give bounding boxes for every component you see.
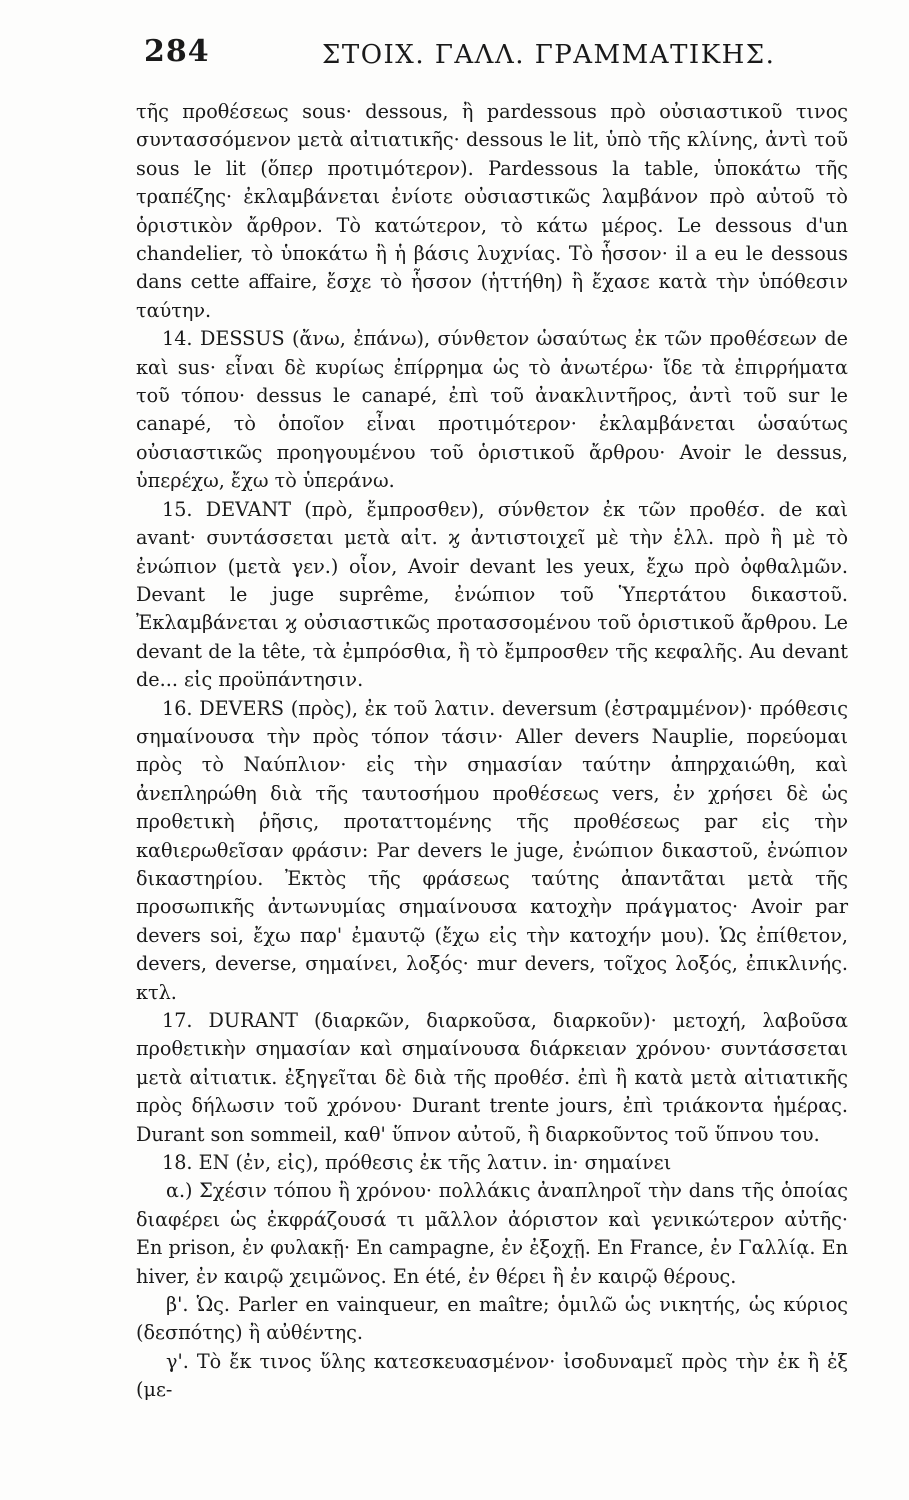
entry-en-alpha: α.) Σχέσιν τόπου ἢ χρόνου· πολλάκις ἀναπληροῖ τὴν dans τῆς ὁποίας διαφέρει ὡς ἐκφράζουσά τι μᾶλλον ἀόριστον καὶ γενικώτερον αὐτῆς· En prison, ἐν φυλακῇ· En campagne, ἐν ἐξοχῇ. En France, ἐν Γαλλίᾳ. En hiver, ἐν καιρῷ χειμῶνος. En été, ἐν θέρει ἢ ἐν καιρῷ θέρους. bbox=[136, 1179, 848, 1288]
running-title: ΣΤΟΙΧ. ΓΑΛΛ. ΓΡΑΜΜΑΤΙΚΗΣ. bbox=[322, 40, 776, 70]
page-header bbox=[144, 34, 844, 84]
entry-en-beta: β'. Ὡς. Parler en vainqueur, en maître; ὁμιλῶ ὡς νικητής, ὡς κύριος (δεσπότης) ἢ αὐθέντης. bbox=[136, 1293, 848, 1345]
entry-dessus: 14. DESSUS (ἄνω, ἐπάνω), σύνθετον ὡσαύτως ἐκ τῶν προθέσεων de καὶ sus· εἶναι δὲ κυρίως ἐπίρρημα ὡς τὸ ἀνωτέρω· ἴδε τὰ ἐπιρρήματα τοῦ τόπου· dessus le canapé, ἐπὶ τοῦ ἀνακλιντῆρος, ἀντὶ τοῦ sur le canapé, τὸ ὁποῖον εἶναι προτιμότερον· ἐκλαμβάνεται ὡσαύτως οὐσιαστικῶς προηγουμένου τοῦ ὁριστικοῦ ἄρθρου· Avoir le dessus, ὑπερέχω, ἔχω τὸ ὑπεράνω. bbox=[136, 327, 848, 493]
page-body bbox=[136, 98, 848, 1405]
entry-en-gamma: γ'. Τὸ ἔκ τινος ὕλης κατεσκευασμένον· ἰσοδυναμεῖ πρὸς τὴν ἐκ ἢ ἐξ (με- bbox=[136, 1349, 848, 1402]
entry-devers: 16. DEVERS (πρὸς), ἐκ τοῦ λατιν. deversum (ἐστραμμένον)· πρόθεσις σημαίνουσα τὴν πρὸς τόπον τάσιν· Aller devers Nauplie, πορεύομαι πρὸς τὸ Ναύπλιον· εἰς τὴν σημασίαν ταύτην ἀπηρχαιώθη, καὶ ἀνεπληρώθη διὰ τῆς ταυτοσήμου προθέσεως vers, ἐν χρήσει δὲ ὡς προθετικὴ ῥῆσις, προταττομένης τῆς προθέσεως par εἰς τὴν καθιερωθεῖσαν φράσιν: Par devers le juge, ἐνώπιον δικαστοῦ, ἐνώπιον δικαστηρίου. Ἐκτὸς τῆς φράσεως ταύτης ἀπαντᾶται μετὰ τῆς προσωπικῆς ἀντωνυμίας σημαίνουσα κατοχὴν πράγματος· Avoir par devers soi, ἔχω παρ' ἐμαυτῷ (ἔχω εἰς τὴν κατοχήν μου). Ὡς ἐπίθετον, devers, deverse, σημαίνει, λοξός· mur devers, τοῖχος λοξός, ἐπικλινής. κτλ. bbox=[136, 696, 848, 1004]
entry-en: 18. EN (ἐν, εἰς), πρόθεσις ἐκ τῆς λατιν. in· σημαίνει bbox=[162, 1151, 672, 1175]
paragraph-continuation: τῆς προθέσεως sous· dessous, ἢ pardessous πρὸ οὐσιαστικοῦ τινος συντασσόμενον μετὰ αἰτιατικῆς· dessous le lit, ὑπὸ τῆς κλίνης, ἀντὶ τοῦ sous le lit (ὅπερ προτιμότερον). Pardessous la table, ὑποκάτω τῆς τραπέζης· ἐκλαμβάνεται ἐνίοτε οὐσιαστικῶς λαμβάνον πρὸ αὐτοῦ τὸ ὁριστικὸν ἄρθρον. Τὸ κατώτερον, τὸ κάτω μέρος. Le dessous d'un chandelier, τὸ ὑποκάτω ἢ ἡ βάσις λυχνίας. Τὸ ἧσσον· il a eu le dessous dans cette affaire, ἔσχε τὸ ἧσσον (ἡττήθη) ἢ ἔχασε κατὰ τὴν ὑπόθεσιν ταύτην. bbox=[136, 100, 848, 322]
entry-durant: 17. DURANT (διαρκῶν, διαρκοῦσα, διαρκοῦν)· μετοχή, λαβοῦσα προθετικὴν σημασίαν καὶ σημαίνουσα διάρκειαν χρόνου· συντάσσεται μετὰ αἰτιατικ. ἐξηγεῖται δὲ διὰ τῆς προθέσ. ἐπὶ ἢ κατὰ μετὰ αἰτιατικῆς πρὸς δήλωσιν τοῦ χρόνου· Durant trente jours, ἐπὶ τριάκοντα ἡμέρας. Durant son sommeil, καθ' ὕπνον αὐτοῦ, ἢ διαρκοῦντος τοῦ ὕπνου του. bbox=[136, 1009, 848, 1146]
entry-devant: 15. DEVANT (πρὸ, ἔμπροσθεν), σύνθετον ἐκ τῶν προθέσ. de καὶ avant· συντάσσεται μετὰ αἰτ. ϗ ἀντιστοιχεῖ μὲ τὴν ἑλλ. πρὸ ἢ μὲ τὸ ἐνώπιον (μετὰ γεν.) οἷον, Avoir devant les yeux, ἔχω πρὸ ὀφθαλμῶν. Devant le juge suprême, ἐνώπιον τοῦ Ὑπερτάτου δικαστοῦ. Ἐκλαμβάνεται ϗ οὐσιαστικῶς προτασσομένου τοῦ ὁριστικοῦ ἄρθρου. Le devant de la tête, τὰ ἐμπρόσθια, ἢ τὸ ἔμπροσθεν τῆς κεφαλῆς. Au devant de... εἰς προϋπάντησιν. bbox=[136, 497, 848, 692]
page-number: 284 bbox=[144, 34, 210, 69]
